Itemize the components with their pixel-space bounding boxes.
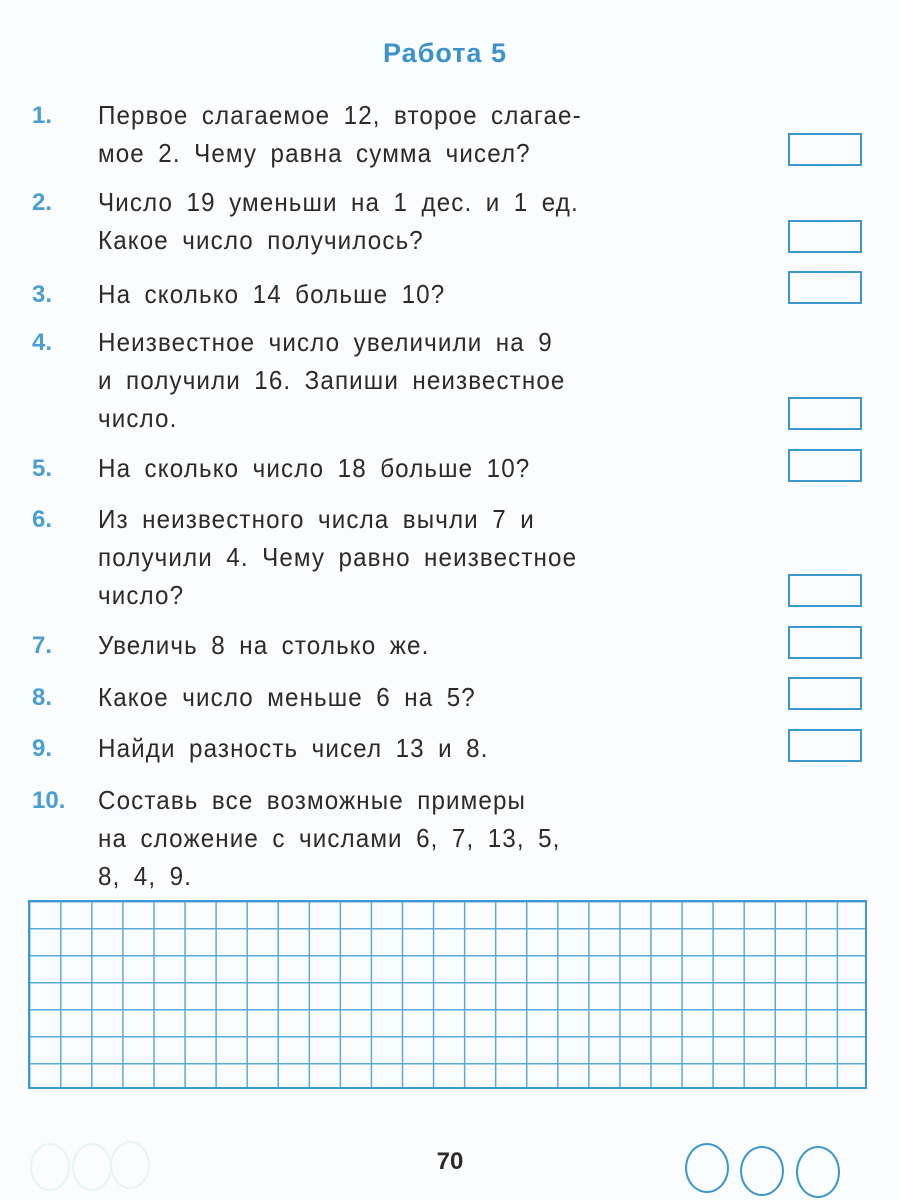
task-text-line: Неизвестное число увеличили на 9: [98, 327, 553, 357]
answer-box-3[interactable]: [788, 271, 862, 304]
task-number: 3.: [32, 281, 53, 308]
task-number: 2.: [32, 189, 53, 216]
answer-box-6[interactable]: [788, 574, 862, 607]
answer-box-7[interactable]: [788, 626, 862, 659]
task-text-line: Число 19 уменьши на 1 дес. и 1 ед.: [98, 187, 579, 217]
answer-box-8[interactable]: [788, 677, 862, 710]
page-number: 70: [436, 1148, 464, 1175]
answer-grid[interactable]: [28, 900, 867, 1089]
task-text-line: и получили 16. Запиши неизвестное: [98, 365, 566, 395]
task-text-line: Какое число меньше 6 на 5?: [98, 682, 476, 712]
task-text-line: Составь все возможные примеры: [98, 785, 527, 815]
task-number: 5.: [32, 455, 53, 482]
task-number: 7.: [32, 632, 53, 659]
self-assessment-circle-2[interactable]: [740, 1146, 784, 1196]
task-number: 1.: [32, 102, 53, 129]
task-number: 8.: [32, 684, 53, 711]
self-assessment-circle-1[interactable]: [685, 1143, 729, 1193]
answer-box-9[interactable]: [788, 729, 862, 762]
task-number: 6.: [32, 506, 53, 533]
task-text-line: мое 2. Чему равна сумма чисел?: [98, 138, 531, 168]
answer-box-5[interactable]: [788, 449, 862, 482]
answer-box-1[interactable]: [788, 133, 862, 166]
page-title: Работа 5: [383, 38, 507, 68]
task-text-line: Первое слагаемое 12, второе слагае-: [98, 100, 582, 130]
task-text-line: число?: [98, 580, 185, 610]
task-text-line: число.: [98, 403, 178, 433]
task-text-line: На сколько число 18 больше 10?: [98, 453, 531, 483]
task-text-line: Увеличь 8 на столько же.: [98, 630, 430, 660]
answer-box-4[interactable]: [788, 397, 862, 430]
task-number: 4.: [32, 329, 53, 356]
task-text-line: 8, 4, 9.: [98, 861, 193, 891]
task-text-line: получили 4. Чему равно неизвестное: [98, 542, 578, 572]
self-assessment-circle-3[interactable]: [796, 1146, 840, 1198]
task-text-line: Какое число получилось?: [98, 225, 424, 255]
task-text-line: Найди разность чисел 13 и 8.: [98, 733, 489, 763]
task-text-line: Из неизвестного числа вычли 7 и: [98, 504, 535, 534]
task-number: 10.: [32, 787, 66, 814]
task-number: 9.: [32, 735, 53, 762]
answer-box-2[interactable]: [788, 220, 862, 253]
task-text-line: на сложение с числами 6, 7, 13, 5,: [98, 823, 561, 853]
task-text-line: На сколько 14 больше 10?: [98, 279, 446, 309]
